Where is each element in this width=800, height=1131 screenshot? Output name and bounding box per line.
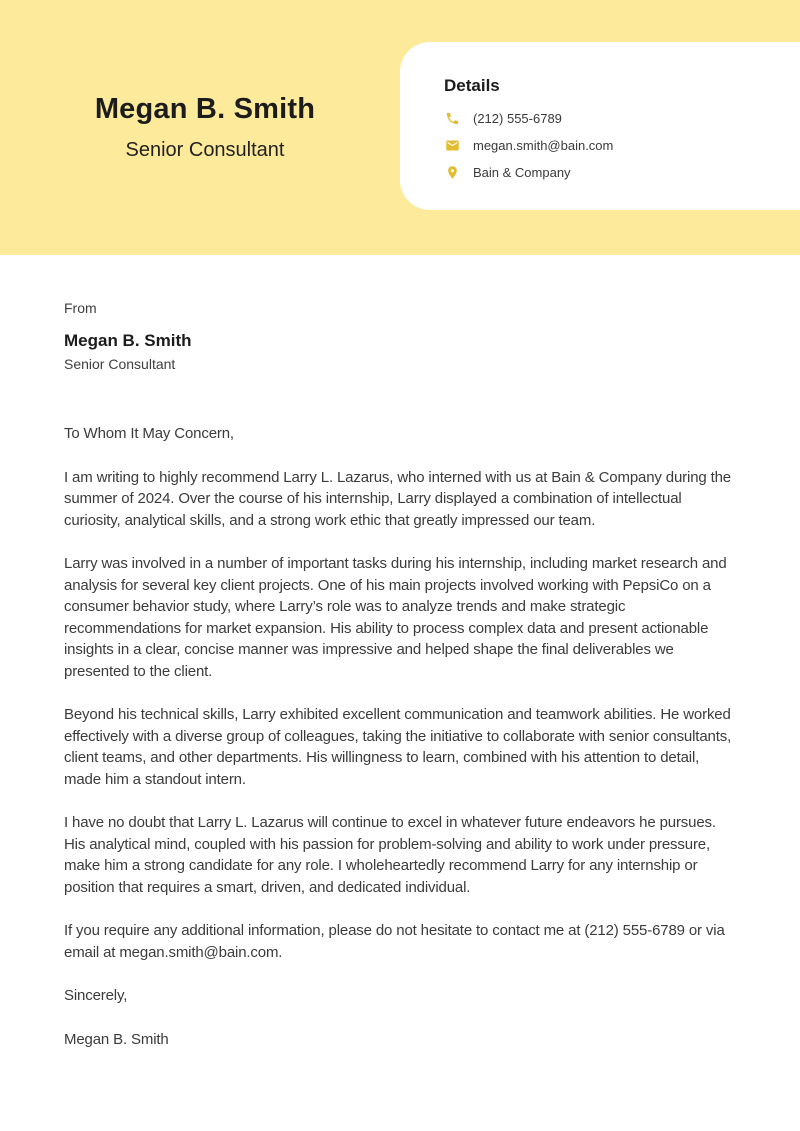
company-row bbox=[444, 165, 780, 180]
letterhead bbox=[0, 0, 800, 255]
sender-title: Senior Consultant bbox=[64, 356, 176, 372]
letter-paragraph: I have no doubt that Larry L. Lazarus will continue to excel in whatever future endeavors he pursues. His analytical mind, coupled with his passion for problem-solving and ability to work under pressure, make him a strong candidate for any role. I wholeheartedly recommend Larry for any internship or position that requires a smart, driven, and dedicated individual. bbox=[64, 814, 716, 896]
identity-block bbox=[0, 0, 410, 255]
details-heading: Details bbox=[444, 76, 500, 95]
phone-number: (212) 555-6789 bbox=[473, 111, 562, 126]
envelope-icon bbox=[444, 138, 460, 154]
phone-icon bbox=[444, 111, 460, 127]
phone-row bbox=[444, 111, 780, 126]
signature: Megan B. Smith bbox=[64, 1030, 169, 1048]
letter-paragraph: Beyond his technical skills, Larry exhibited excellent communication and teamwork abilities. He worked effectively with a diverse group of colleagues, taking the initiative to collaborate with senior consultants, client teams, and other departments. His willingness to learn, combined with his attention to detail, made him a standout intern. bbox=[64, 706, 732, 788]
email-row bbox=[444, 138, 780, 153]
person-name: Megan B. Smith bbox=[94, 93, 316, 125]
contact-details-card bbox=[400, 42, 800, 210]
letter-paragraph: Larry was involved in a number of important tasks during his internship, including market research and analysis for several key client projects. One of his main projects involved working with PepsiCo on a consumer behavior study, where Larry’s role was to analyze trends and make strategic recommendations for market expansion. His ability to process complex data and present actionable insights in a clear, concise manner was impressive and helped shape the final deliverables we presented to the client. bbox=[64, 555, 727, 680]
sender-name: Megan B. Smith bbox=[64, 331, 192, 350]
company-name: Bain & Company bbox=[473, 165, 571, 180]
closing: Sincerely, bbox=[64, 987, 128, 1004]
letter-paragraph: I am writing to highly recommend Larry L. Lazarus, who interned with us at Bain & Company during the summer of 2024. Over the course of his internship, Larry displayed a combination of intellectual curiosity, analytical skills, and a strong work ethic that greatly impressed our team. bbox=[64, 468, 732, 529]
from-label: From bbox=[64, 300, 97, 316]
salutation: To Whom It May Concern, bbox=[64, 425, 234, 442]
email-address: megan.smith@bain.com bbox=[473, 138, 614, 153]
person-job-title: Senior Consultant bbox=[125, 139, 285, 161]
letter-paragraph: If you require any additional information, please do not hesitate to contact me at (212) 555-6789 or via email at megan.smith@bain.com. bbox=[64, 922, 725, 961]
letter-body bbox=[0, 255, 800, 1050]
location-pin-icon bbox=[444, 165, 460, 181]
